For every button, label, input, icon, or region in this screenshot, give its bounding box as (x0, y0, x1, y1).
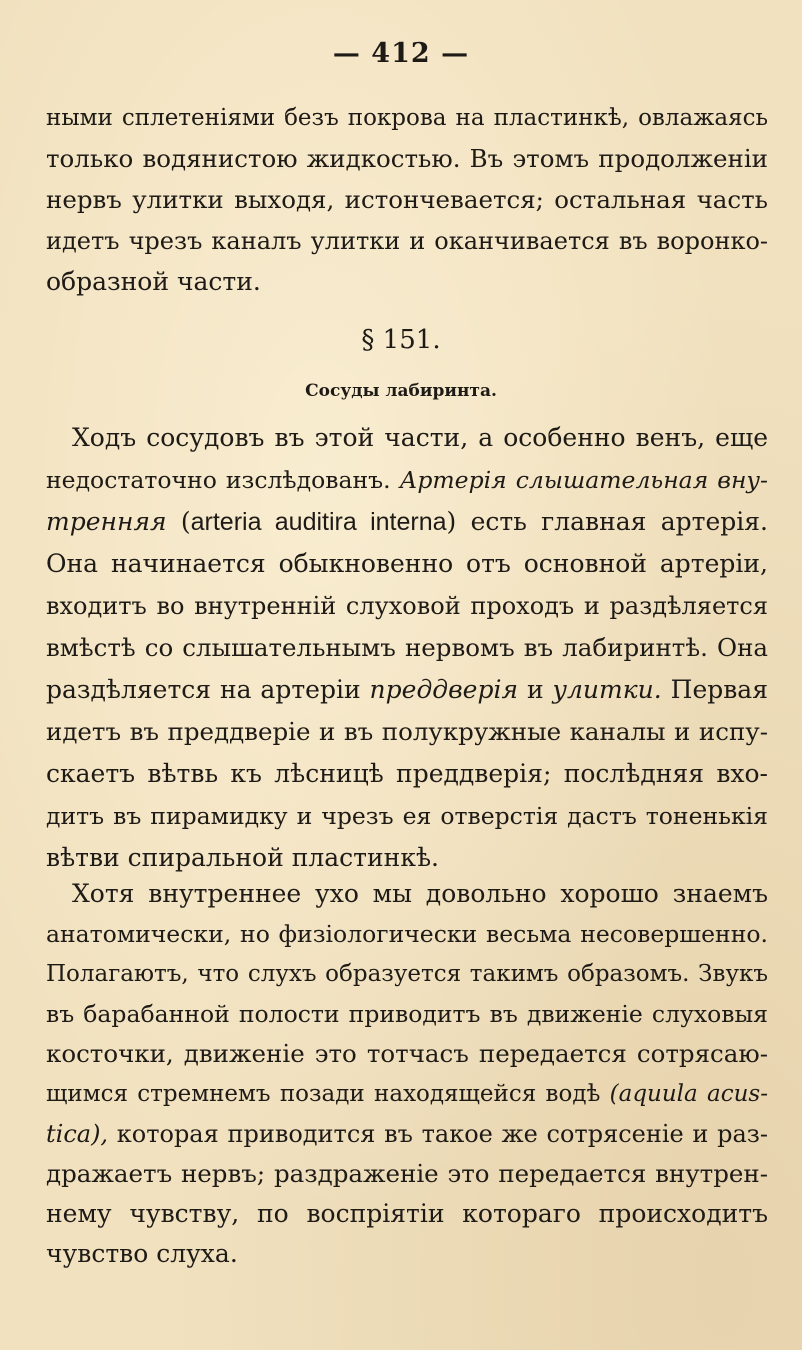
text-line: вѣтви спиральной пластинкѣ. (46, 843, 439, 872)
text-line: косточки, движеніе это тотчасъ передается сотрясаю- (46, 1039, 768, 1068)
latin-term: arteria auditira interna (190, 508, 447, 536)
text-run: ) есть главная артерія. (446, 507, 768, 536)
text-line: идетъ въ преддверіе и въ полукружные каналы и испу- (46, 717, 768, 746)
section-title: Сосуды лабиринта. (305, 381, 497, 401)
text-run: раздѣляется на артеріи (46, 675, 370, 704)
text-line (46, 1076, 768, 1112)
text-line: нервъ улитки выходя, истончевается; остальная часть (46, 185, 768, 214)
text-line: образной части. (46, 267, 261, 296)
text-run: и (518, 675, 553, 704)
text-run: щимся стремнемъ позади находящейся водѣ (46, 1081, 610, 1107)
text-line: Полагаютъ, что слухъ образуется такимъ образомъ. Звукъ (46, 961, 768, 987)
text-line: скаетъ вѣтвь къ лѣсницѣ преддверія; послѣдняя вхо- (46, 759, 768, 788)
italic-term: преддверія (369, 675, 519, 704)
text-run: Первая (661, 675, 768, 704)
text-line: ными сплетеніями безъ покрова на пластинкѣ, овлажаясь (46, 105, 768, 131)
text-run: недостаточно изслѣдованъ. (46, 466, 400, 494)
italic-term: улитки. (552, 675, 662, 704)
text-line (46, 462, 768, 498)
text-line: анатомически, но физіологически весьма несовершенно. (46, 920, 768, 948)
text-line: Она начинается обыкновенно отъ основной артеріи, (46, 549, 768, 578)
italic-term: Артерія слышательная вну- (399, 466, 768, 494)
text-run: которая приводится въ такое же сотрясеніе и раз- (108, 1120, 768, 1148)
text-line: идетъ чрезъ каналъ улитки и оканчивается въ воронко- (46, 227, 768, 255)
text-line: нему чувству, по воспріятіи котораго происходитъ (46, 1199, 768, 1228)
text-line: чувство слуха. (46, 1239, 238, 1268)
text-line (46, 504, 768, 540)
text-line: въ барабанной полости приводитъ въ движеніе слуховыя (46, 1000, 768, 1028)
text-line: дитъ въ пирамидку и чрезъ ея отверстія дастъ тоненькія (46, 802, 768, 830)
text-line: входитъ во внутренній слуховой проходъ и раздѣляется (46, 592, 768, 620)
text-line: только водянистою жидкостью. Въ этомъ продолженіи (46, 144, 768, 173)
italic-term: (aquula acus- (609, 1081, 768, 1107)
text-line: дражаетъ нервъ; раздраженіе это передается внутрен- (46, 1159, 768, 1188)
section-number: § 151. (361, 325, 441, 355)
text-line (46, 1116, 768, 1152)
text-line (46, 672, 768, 708)
text-line: вмѣстѣ со слышательнымъ нервомъ въ лабиринтѣ. Она (46, 633, 768, 662)
italic-term: tica), (46, 1120, 109, 1148)
text-line: Хотя внутреннее ухо мы довольно хорошо знаемъ (72, 879, 768, 908)
page-number: — 412 — (332, 38, 470, 69)
text-line: Ходъ сосудовъ въ этой части, а особенно венъ, еще (72, 423, 768, 452)
italic-term: тренняя (46, 507, 167, 536)
text-run: ( (166, 507, 191, 536)
